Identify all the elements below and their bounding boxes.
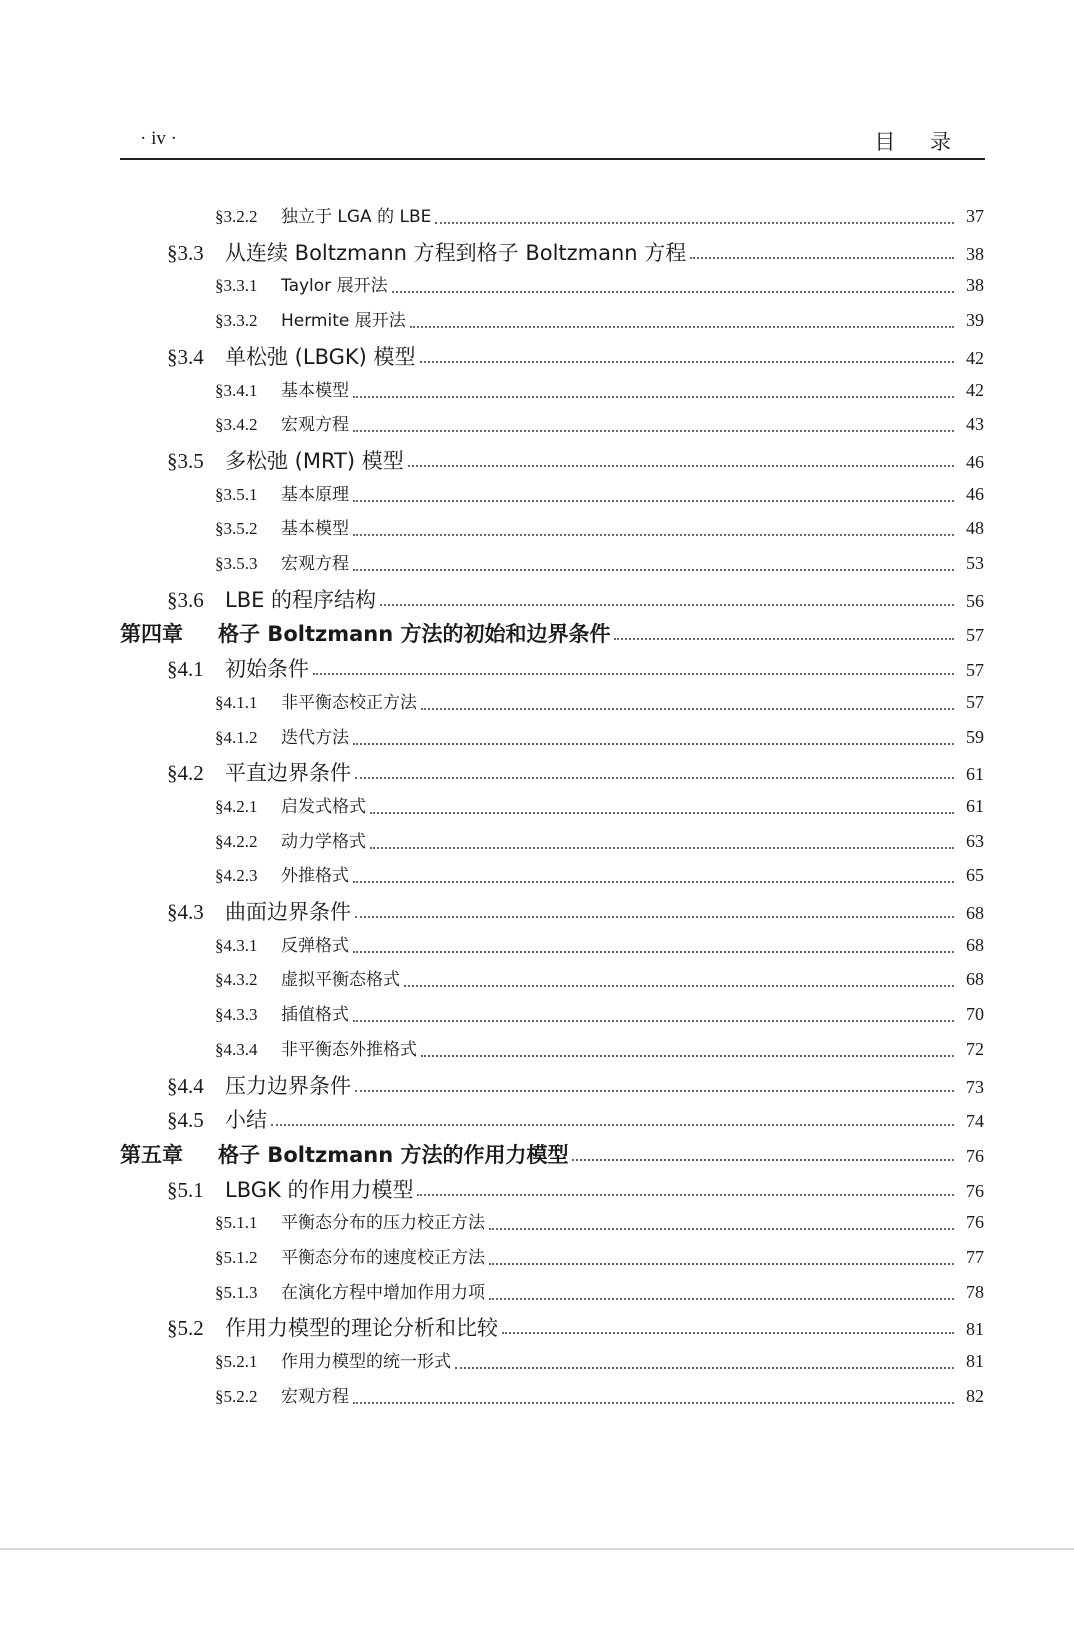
toc-entry-page: 46 [966, 483, 984, 504]
toc-entry-title: 启发式格式 [281, 796, 366, 817]
toc-entry-page: 37 [966, 206, 984, 226]
toc-entry-page: 63 [966, 830, 984, 851]
toc-entry-number: §3.3.1 [215, 276, 258, 296]
toc-entry-page: 59 [966, 726, 984, 747]
toc-entry-title: 平直边界条件 [225, 761, 351, 786]
toc-entry-title: 初始条件 [225, 657, 309, 682]
toc-entry[interactable] [215, 514, 984, 544]
toc-entry-title: 在演化方程中增加作用力项 [281, 1282, 485, 1303]
toc-entry[interactable] [167, 1070, 984, 1100]
toc-entry[interactable] [215, 1278, 984, 1308]
toc-entry-page: 57 [966, 660, 984, 681]
toc-entry-page: 74 [966, 1111, 984, 1132]
toc-entry-number: §5.2.2 [215, 1386, 258, 1406]
toc-entry-page: 68 [966, 903, 984, 923]
toc-entry-page: 81 [966, 1319, 984, 1340]
toc-entry-number: §5.1.2 [215, 1248, 258, 1267]
toc-entry-title: 基本模型 [281, 380, 349, 401]
toc-entry-title: 反弹格式 [281, 935, 349, 956]
toc-entry[interactable] [215, 1035, 984, 1065]
toc-entry-title: 非平衡态外推格式 [281, 1039, 417, 1060]
toc-entry[interactable] [167, 237, 984, 267]
toc-entry-number: §4.3.2 [215, 970, 258, 990]
toc-entry-page: 68 [966, 934, 984, 955]
dot-leader [420, 361, 954, 363]
toc-entry-title: 单松弛 (LBGK) 模型 [225, 344, 416, 369]
toc-entry-number: §3.4.2 [215, 415, 258, 435]
dot-leader [614, 638, 954, 640]
toc-entry-page: 42 [966, 379, 984, 400]
toc-entry-title: LBE 的程序结构 [225, 587, 377, 612]
toc-entry-page: 77 [966, 1247, 984, 1267]
dot-leader [353, 881, 954, 883]
toc-entry-title: LBGK 的作用力模型 [225, 1177, 414, 1202]
toc-entry[interactable] [215, 861, 984, 891]
toc-entry-page: 57 [966, 691, 984, 712]
dot-leader [353, 396, 954, 398]
toc-entry[interactable] [167, 1174, 984, 1204]
toc-entry-number: §4.1.2 [215, 727, 258, 747]
toc-entry-title: Taylor 展开法 [281, 276, 388, 297]
toc-entry-title: 宏观方程 [281, 1386, 349, 1407]
running-title: 目 录 [874, 130, 965, 154]
toc-entry-page: 61 [966, 764, 984, 785]
toc-entry[interactable] [215, 549, 984, 579]
toc-entry-number: §4.3 [167, 900, 204, 924]
toc-entry[interactable] [215, 1347, 984, 1377]
toc-entry[interactable] [167, 341, 984, 371]
dot-leader [353, 430, 954, 432]
dot-leader [690, 257, 954, 259]
running-header [120, 124, 985, 158]
toc-entry-page: 76 [966, 1180, 984, 1201]
dot-leader [572, 1159, 954, 1161]
toc-entry[interactable] [215, 480, 984, 510]
toc-entry-page: 48 [966, 518, 984, 539]
toc-entry-title: 动力学格式 [281, 831, 366, 852]
toc-entry-page: 72 [966, 1038, 984, 1059]
dot-leader [421, 1055, 954, 1057]
toc-entry-number: §3.5.1 [215, 484, 258, 504]
toc-entry[interactable] [215, 376, 984, 406]
toc-entry-title: 平衡态分布的速度校正方法 [281, 1248, 485, 1268]
toc-entry-title: 小结 [225, 1108, 267, 1133]
toc-entry-title: 宏观方程 [281, 554, 349, 574]
toc-entry-title: 独立于 LGA 的 LBE [281, 207, 432, 227]
toc-entry[interactable] [167, 896, 984, 926]
dot-leader [435, 222, 954, 224]
dot-leader [313, 673, 954, 675]
header-rule [120, 158, 985, 160]
toc-entry-number: §3.3 [167, 240, 204, 265]
toc-entry-number: §5.2 [167, 1316, 204, 1341]
toc-entry-page: 42 [966, 347, 984, 368]
dot-leader [392, 291, 954, 293]
dot-leader [353, 569, 954, 571]
toc-entry[interactable] [215, 1000, 984, 1030]
toc-entry-page: 38 [966, 275, 984, 296]
toc-entry-page: 68 [966, 969, 984, 990]
dot-leader [502, 1332, 954, 1334]
toc-entry-title: 插值格式 [281, 1005, 349, 1026]
toc-entry[interactable] [120, 618, 984, 648]
toc-entry-number: §5.1.3 [215, 1282, 258, 1302]
toc-entry-number: §4.2.3 [215, 866, 258, 886]
dot-leader [370, 812, 954, 814]
dot-leader [353, 743, 954, 745]
toc-entry-title: 迭代方法 [281, 727, 349, 748]
toc-entry-number: §3.5.3 [215, 554, 258, 573]
toc-entry[interactable] [215, 306, 984, 336]
dot-leader [353, 951, 954, 953]
dot-leader [353, 1402, 954, 1404]
toc-entry[interactable] [215, 965, 984, 995]
toc-entry-title: 外推格式 [281, 866, 349, 887]
toc-entry[interactable] [167, 445, 984, 475]
toc-entry[interactable] [215, 827, 984, 857]
toc-entry-number: §3.3.2 [215, 311, 258, 331]
toc-entry-number: §5.2.1 [215, 1352, 258, 1372]
toc-entry-title: 虚拟平衡态格式 [281, 970, 400, 991]
toc-entry-page: 82 [966, 1385, 984, 1406]
dot-leader [421, 708, 954, 710]
dot-leader [271, 1124, 954, 1126]
toc-entry-title: 多松弛 (MRT) 模型 [225, 448, 404, 473]
toc-entry-title: 从连续 Boltzmann 方程到格子 Boltzmann 方程 [225, 240, 687, 265]
scan-edge-line [0, 1548, 1074, 1550]
toc-entry-page: 56 [966, 590, 984, 611]
toc-entry[interactable] [215, 1382, 984, 1412]
toc-entry-number: §4.3.3 [215, 1005, 258, 1025]
page-number: · iv · [140, 128, 177, 149]
toc-entry-title: 基本原理 [281, 484, 349, 505]
toc-entry-title: 非平衡态校正方法 [281, 692, 417, 713]
toc-entry[interactable] [215, 1243, 984, 1273]
toc-entry-number: §4.3.1 [215, 935, 258, 955]
dot-leader [353, 500, 954, 502]
toc-entry-number: §3.4.1 [215, 380, 258, 400]
dot-leader [489, 1263, 954, 1265]
toc-entry-title: 宏观方程 [281, 415, 349, 436]
toc-entry-number: §4.2.1 [215, 796, 258, 816]
dot-leader [404, 985, 954, 987]
dot-leader [455, 1367, 954, 1369]
dot-leader [489, 1298, 954, 1300]
toc-entry-number: §3.4 [167, 344, 204, 369]
toc-entry-number: §4.1 [167, 657, 204, 682]
toc-entry-page: 76 [966, 1212, 984, 1233]
dot-leader [355, 777, 954, 779]
dot-leader [380, 604, 954, 606]
toc-entry[interactable] [215, 410, 984, 440]
toc-entry[interactable] [215, 271, 984, 301]
toc-entry-page: 78 [966, 1281, 984, 1302]
dot-leader [417, 1194, 954, 1196]
toc-entry[interactable] [215, 792, 984, 822]
toc-entry-number: 第五章 [120, 1142, 183, 1167]
toc-entry-page: 46 [966, 451, 984, 472]
dot-leader [353, 1020, 954, 1022]
dot-leader [370, 847, 954, 849]
toc-entry-number: §4.2.2 [215, 831, 258, 851]
dot-leader [489, 1228, 954, 1230]
toc-entry[interactable] [167, 757, 984, 787]
toc-entry-page: 81 [966, 1351, 984, 1372]
toc-entry-title: 格子 Boltzmann 方法的作用力模型 [218, 1142, 569, 1167]
toc-entry[interactable] [167, 1312, 984, 1342]
toc-entry-page: 38 [966, 243, 984, 264]
toc-entry-number: §5.1.1 [215, 1213, 258, 1233]
toc-entry-page: 70 [966, 1004, 984, 1025]
toc-entry[interactable] [215, 202, 984, 232]
toc-entry-title: 作用力模型的理论分析和比较 [225, 1316, 498, 1341]
toc-entry-page: 76 [966, 1145, 984, 1166]
toc-entry-title: 作用力模型的统一形式 [281, 1352, 451, 1373]
toc-entry-page: 57 [966, 625, 984, 646]
toc-entry[interactable] [167, 1104, 984, 1134]
toc-entry[interactable] [215, 1208, 984, 1238]
toc-entry-page: 53 [966, 553, 984, 573]
toc-entry-number: §4.5 [167, 1108, 204, 1133]
dot-leader [355, 1090, 954, 1092]
toc-entry[interactable] [215, 931, 984, 961]
toc-entry-number: §4.4 [167, 1073, 204, 1098]
toc-entry-number: §3.6 [167, 587, 204, 612]
toc-entry-title: 基本模型 [281, 519, 349, 540]
toc-entry-page: 39 [966, 310, 984, 331]
dot-leader [355, 916, 954, 918]
toc-entry-title: 平衡态分布的压力校正方法 [281, 1213, 485, 1234]
toc-entry-number: §3.5.2 [215, 519, 258, 539]
toc-entry-title: 曲面边界条件 [225, 900, 351, 924]
toc-entry[interactable] [120, 1139, 984, 1169]
toc-entry-number: §4.2 [167, 761, 204, 786]
toc-entry-title: 压力边界条件 [225, 1073, 351, 1098]
toc-entry-title: Hermite 展开法 [281, 311, 406, 332]
toc-entry[interactable] [167, 584, 984, 614]
toc-entry-number: 第四章 [120, 622, 183, 647]
toc-entry-title: 格子 Boltzmann 方法的初始和边界条件 [218, 622, 611, 647]
dot-leader [353, 534, 954, 536]
toc-entry-number: §4.1.1 [215, 692, 258, 712]
toc-entry-number: §3.5 [167, 448, 204, 473]
toc-entry-page: 61 [966, 795, 984, 816]
toc-entry[interactable] [215, 723, 984, 753]
dot-leader [408, 465, 954, 467]
dot-leader [410, 326, 954, 328]
toc-entry-page: 65 [966, 865, 984, 886]
toc-entry[interactable] [167, 653, 984, 683]
toc-entry-page: 43 [966, 414, 984, 435]
toc-entry-number: §3.2.2 [215, 207, 258, 226]
toc-entry-number: §5.1 [167, 1177, 204, 1202]
toc-entry-page: 73 [966, 1076, 984, 1097]
toc-entry-number: §4.3.4 [215, 1039, 258, 1059]
toc-entry[interactable] [215, 688, 984, 718]
